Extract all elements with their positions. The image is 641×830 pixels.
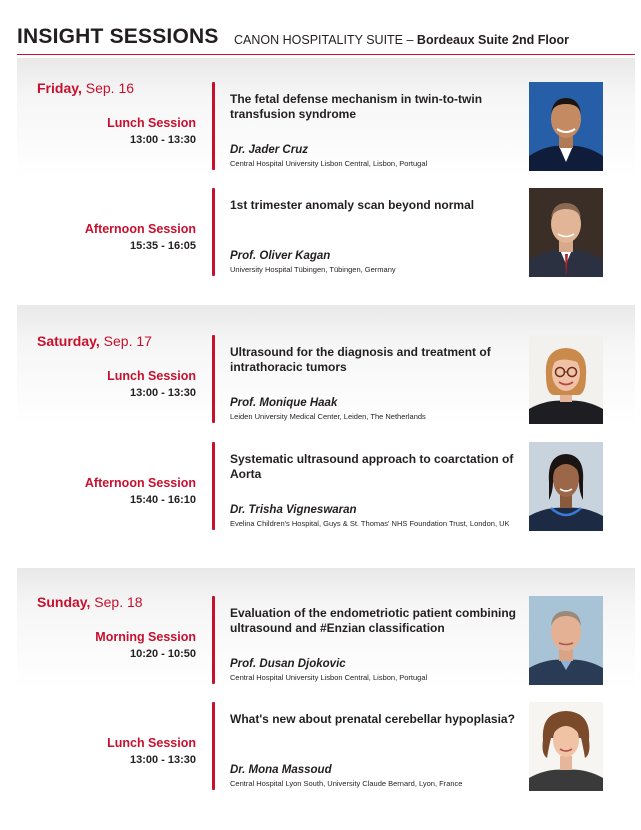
day-date: Sep. 16 — [81, 80, 135, 96]
session-name: Morning Session — [95, 630, 196, 644]
session-name: Lunch Session — [107, 369, 196, 383]
session-time: 15:35 - 16:05 — [129, 240, 196, 252]
session-divider — [212, 82, 215, 170]
speaker-photo — [529, 335, 603, 424]
session-time: 13:00 - 13:30 — [129, 754, 196, 766]
session-row — [17, 442, 635, 532]
speaker-name: Dr. Jader Cruz — [230, 144, 308, 156]
speaker-photo — [529, 596, 603, 685]
venue-prefix: CANON HOSPITALITY SUITE – — [234, 33, 417, 47]
speaker-portrait-image — [529, 702, 603, 791]
speaker-name: Prof. Monique Haak — [230, 397, 338, 409]
speaker-name: Prof. Dusan Djokovic — [230, 658, 346, 670]
speaker-photo — [529, 702, 603, 791]
talk-title: Evaluation of the endometriotic patient combining ultrasound and #Enzian classification — [230, 606, 517, 635]
session-row — [17, 702, 635, 792]
session-divider — [212, 702, 215, 790]
day-block-friday — [17, 58, 635, 304]
speaker-photo — [529, 82, 603, 171]
session-row — [17, 188, 635, 278]
talk-title: Ultrasound for the diagnosis and treatment of intrathoracic tumors — [230, 345, 491, 374]
session-row — [17, 335, 635, 425]
session-divider — [212, 596, 215, 684]
session-divider — [212, 442, 215, 530]
session-time: 13:00 - 13:30 — [129, 387, 196, 399]
speaker-portrait-image — [529, 82, 603, 171]
session-time: 15:40 - 16:10 — [129, 494, 196, 506]
speaker-affiliation: Central Hospital University Lisbon Central, Lisbon, Portugal — [230, 673, 428, 682]
session-divider — [212, 188, 215, 276]
session-name: Afternoon Session — [84, 222, 196, 236]
session-time: 13:00 - 13:30 — [129, 134, 196, 146]
session-name: Lunch Session — [107, 736, 196, 750]
speaker-affiliation: Leiden University Medical Center, Leiden, The Netherlands — [230, 412, 426, 421]
session-divider — [212, 335, 215, 423]
day-weekday: Saturday, — [37, 333, 100, 349]
venue-line — [234, 33, 569, 47]
speaker-affiliation: Central Hospital University Lisbon Central, Lisbon, Portugal — [230, 159, 428, 168]
speaker-portrait-image — [529, 335, 603, 424]
session-time: 10:20 - 10:50 — [129, 648, 196, 660]
speaker-portrait-image — [529, 188, 603, 277]
speaker-photo — [529, 188, 603, 277]
speaker-portrait-image — [529, 596, 603, 685]
day-block-sunday — [17, 568, 635, 818]
speaker-name: Dr. Trisha Vigneswaran — [230, 504, 357, 516]
session-name: Afternoon Session — [84, 476, 196, 490]
speaker-name: Dr. Mona Massoud — [230, 764, 332, 776]
speaker-name: Prof. Oliver Kagan — [230, 250, 331, 262]
speaker-portrait-image — [529, 442, 603, 531]
page-header — [17, 24, 635, 55]
talk-title: What's new about prenatal cerebellar hypoplasia? — [230, 712, 515, 726]
talk-title: Systematic ultrasound approach to coarctation of Aorta — [230, 452, 514, 481]
day-weekday: Friday, — [37, 80, 82, 96]
session-row — [17, 596, 635, 686]
session-name: Lunch Session — [107, 116, 196, 130]
day-date: Sep. 18 — [90, 594, 143, 610]
speaker-affiliation: University Hospital Tübingen, Tübingen, Germany — [230, 265, 396, 274]
speaker-affiliation: Central Hospital Lyon South, University Claude Bernard, Lyon, France — [230, 779, 463, 788]
talk-title: 1st trimester anomaly scan beyond normal — [230, 198, 475, 212]
talk-title: The fetal defense mechanism in twin-to-twin transfusion syndrome — [230, 92, 483, 121]
speaker-affiliation: Evelina Children's Hospital, Guys & St. Thomas' NHS Foundation Trust, London, UK — [230, 519, 510, 528]
venue-location: Bordeaux Suite 2nd Floor — [416, 33, 570, 47]
day-block-saturday — [17, 305, 635, 567]
speaker-photo — [529, 442, 603, 531]
day-date: Sep. 17 — [99, 333, 152, 349]
day-weekday: Sunday, — [37, 594, 91, 610]
session-row — [17, 82, 635, 172]
page-title: INSIGHT SESSIONS — [17, 25, 219, 48]
